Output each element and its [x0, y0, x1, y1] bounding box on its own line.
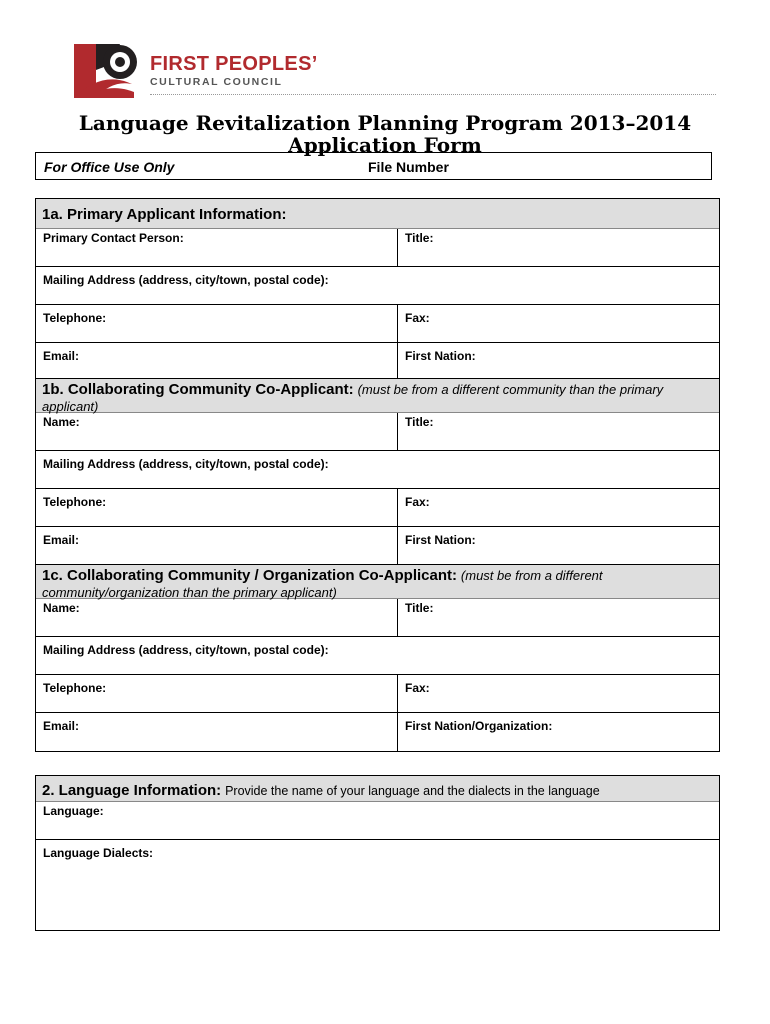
- telephone-row[interactable]: [36, 305, 719, 343]
- file-number-label: File Number: [368, 159, 449, 175]
- telephone-row[interactable]: [36, 675, 719, 713]
- document-title: Language Revitalization Planning Program 2013–2014: [78, 111, 692, 135]
- co-applicant-name-row[interactable]: [36, 599, 719, 637]
- telephone-label: Telephone:: [43, 495, 107, 509]
- co-applicant-name-row[interactable]: [36, 413, 719, 451]
- org-name: FIRST PEOPLES’: [150, 53, 318, 75]
- mailing-address-row[interactable]: [36, 267, 719, 305]
- org-subtitle: CULTURAL COUNCIL: [150, 76, 283, 88]
- header-rule: [150, 94, 716, 95]
- email-label: Email:: [43, 719, 80, 733]
- mailing-address-row[interactable]: [36, 637, 719, 675]
- fpcc-logo: [72, 40, 142, 102]
- mailing-address-label: Mailing Address (address, city/town, postal code):: [43, 643, 329, 657]
- title-label: Title:: [405, 601, 434, 615]
- email-field[interactable]: [36, 527, 398, 565]
- title-label: Title:: [405, 231, 434, 245]
- fax-label: Fax:: [405, 495, 430, 509]
- section-1c-heading: 1c. Collaborating Community / Organization Co-Applicant: (must be from a different community/organization than the primary applicant): [36, 565, 719, 599]
- email-label: Email:: [43, 349, 80, 363]
- language-dialects-label: Language Dialects:: [43, 846, 154, 860]
- primary-contact-row[interactable]: [36, 229, 719, 267]
- telephone-row[interactable]: [36, 489, 719, 527]
- primary-contact-label: Primary Contact Person:: [43, 231, 184, 245]
- name-label: Name:: [43, 601, 80, 615]
- first-nation-label: First Nation:: [405, 349, 476, 363]
- email-row[interactable]: [36, 343, 719, 379]
- office-use-label: For Office Use Only: [44, 159, 175, 175]
- telephone-label: Telephone:: [43, 681, 107, 695]
- email-row[interactable]: [36, 713, 719, 751]
- first-nation-label: First Nation:: [405, 533, 476, 547]
- mailing-address-label: Mailing Address (address, city/town, postal code):: [43, 457, 329, 471]
- telephone-label: Telephone:: [43, 311, 107, 325]
- fax-label: Fax:: [405, 311, 430, 325]
- document-subtitle: Application Form: [288, 133, 482, 157]
- email-field[interactable]: [36, 713, 398, 751]
- mailing-address-row[interactable]: [36, 451, 719, 489]
- section-1a: [35, 198, 720, 380]
- section-2-heading: 2. Language Information: Provide the name of your language and the dialects in the language: [36, 776, 719, 802]
- section-2: [35, 775, 720, 931]
- section-1c: [35, 564, 720, 752]
- email-row[interactable]: [36, 527, 719, 565]
- language-label: Language:: [43, 804, 104, 818]
- language-row[interactable]: [36, 802, 719, 840]
- first-nation-organization-label: First Nation/Organization:: [405, 719, 553, 733]
- name-label: Name:: [43, 415, 80, 429]
- email-label: Email:: [43, 533, 80, 547]
- section-1a-heading: 1a. Primary Applicant Information:: [36, 199, 719, 229]
- office-use-box: [35, 152, 712, 180]
- mailing-address-label: Mailing Address (address, city/town, postal code):: [43, 273, 329, 287]
- co-applicant-name-field[interactable]: [36, 599, 398, 636]
- title-label: Title:: [405, 415, 434, 429]
- language-dialects-row[interactable]: [36, 840, 719, 930]
- fax-label: Fax:: [405, 681, 430, 695]
- section-1b: [35, 378, 720, 566]
- email-field[interactable]: [36, 343, 398, 379]
- section-1b-heading: 1b. Collaborating Community Co-Applicant: (must be from a different community than the primary applicant): [36, 379, 719, 413]
- co-applicant-name-field[interactable]: [36, 413, 398, 450]
